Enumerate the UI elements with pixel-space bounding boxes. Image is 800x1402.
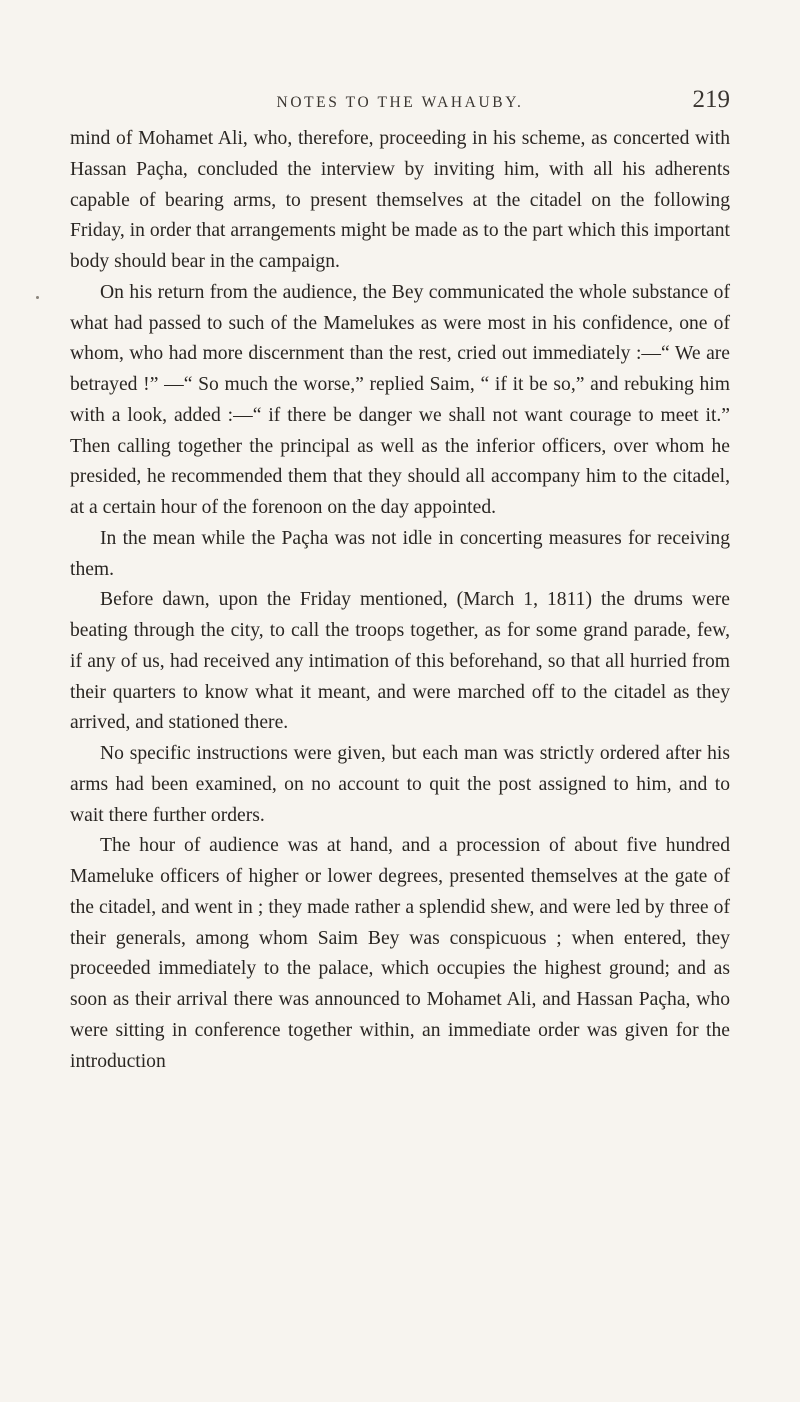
paragraph: No specific instructions were given, but each man was strictly ordered after his arms had been examined, on no account to quit the post assigned to him, and to wait there further orders. (70, 743, 730, 826)
page-header (70, 86, 730, 116)
body-text (70, 124, 730, 1077)
paragraph: In the mean while the Paçha was not idle in concerting measures for receiving them. (70, 527, 730, 580)
page-number: 219 (692, 86, 730, 113)
paragraph: Before dawn, upon the Friday mentioned, (March 1, 1811) the drums were beating through the city, to call the troops together, as for some grand parade, few, if any of us, had received any intimation of this beforehand, so that all hurried from their quarters to know what it meant, and were marched off to the citadel as they arrived, and stationed there. (70, 589, 730, 734)
paragraph: The hour of audience was at hand, and a procession of about five hundred Mameluke officers of higher or lower degrees, presented themselves at the gate of the citadel, and went in ; they made rather a splendid shew, and were led by three of their generals, among whom Saim Bey was conspicuous ; when entered, they proceeded immediately to the palace, which occupies the highest ground; and as soon as their arrival there was announced to Mohamet Ali, and Hassan Paçha, who were sitting in conference together within, an immediate order was given for the introduction (70, 835, 730, 1072)
running-title: NOTES TO THE WAHAUBY. (276, 94, 524, 111)
paragraph: On his return from the audience, the Bey communicated the whole substance of what had passed to such of the Mamelukes as were most in his confidence, one of whom, who had more discernment than the rest, cried out immediately :—“ We are betrayed !” —“ So much the worse,” replied Saim, “ if it be so,” and rebuking him with a look, added :—“ if there be danger we shall not want courage to meet it.” Then calling together the principal as well as the inferior officers, over whom he presided, he recommended them that they should all accompany him to the citadel, at a certain hour of the forenoon on the day appointed. (70, 281, 730, 518)
margin-speck (36, 296, 39, 299)
paragraph: mind of Mohamet Ali, who, therefore, proceeding in his scheme, as concerted with Hassan Paçha, concluded the interview by inviting him, with all his adherents capable of bearing arms, to present themselves at the citadel on the following Friday, in order that arrangements might be made as to the part which this important body should bear in the campaign. (70, 128, 730, 272)
